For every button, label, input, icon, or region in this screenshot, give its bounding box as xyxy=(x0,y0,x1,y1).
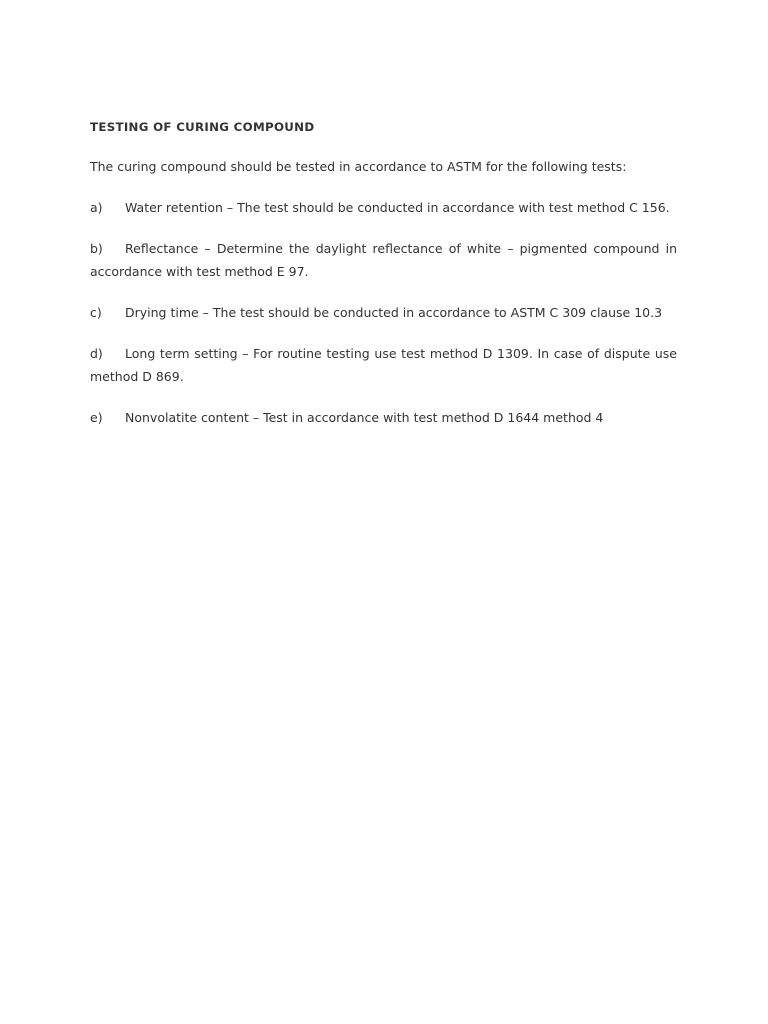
intro-paragraph: The curing compound should be tested in accordance to ASTM for the following tests: xyxy=(90,159,627,174)
list-item-text: Nonvolatite content – Test in accordance with test method D 1644 method 4 xyxy=(125,410,604,425)
list-item-letter: d) xyxy=(90,346,103,361)
list-item-drying-time xyxy=(90,301,677,324)
list-item-letter: e) xyxy=(90,410,103,425)
list-item-reflectance xyxy=(90,237,677,283)
list-item-letter: c) xyxy=(90,305,102,320)
list-item-nonvolatile-content xyxy=(90,406,677,429)
document-page xyxy=(90,117,677,447)
list-item-text: Long term setting – For routine testing use test method D 1309. In case of dispute use method D 869. xyxy=(90,346,677,384)
list-item-letter: a) xyxy=(90,200,103,215)
list-item-letter: b) xyxy=(90,241,103,256)
list-item-text: Reflectance – Determine the daylight reflectance of white – pigmented compound in accordance with test method E 97. xyxy=(90,241,677,279)
document-title: TESTING OF CURING COMPOUND xyxy=(90,120,315,134)
list-item-text: Water retention – The test should be conducted in accordance with test method C 156. xyxy=(125,200,670,215)
list-item-long-term-setting xyxy=(90,342,677,388)
list-item-text: Drying time – The test should be conducted in accordance to ASTM C 309 clause 10.3 xyxy=(125,305,663,320)
list-item-water-retention xyxy=(90,196,677,219)
